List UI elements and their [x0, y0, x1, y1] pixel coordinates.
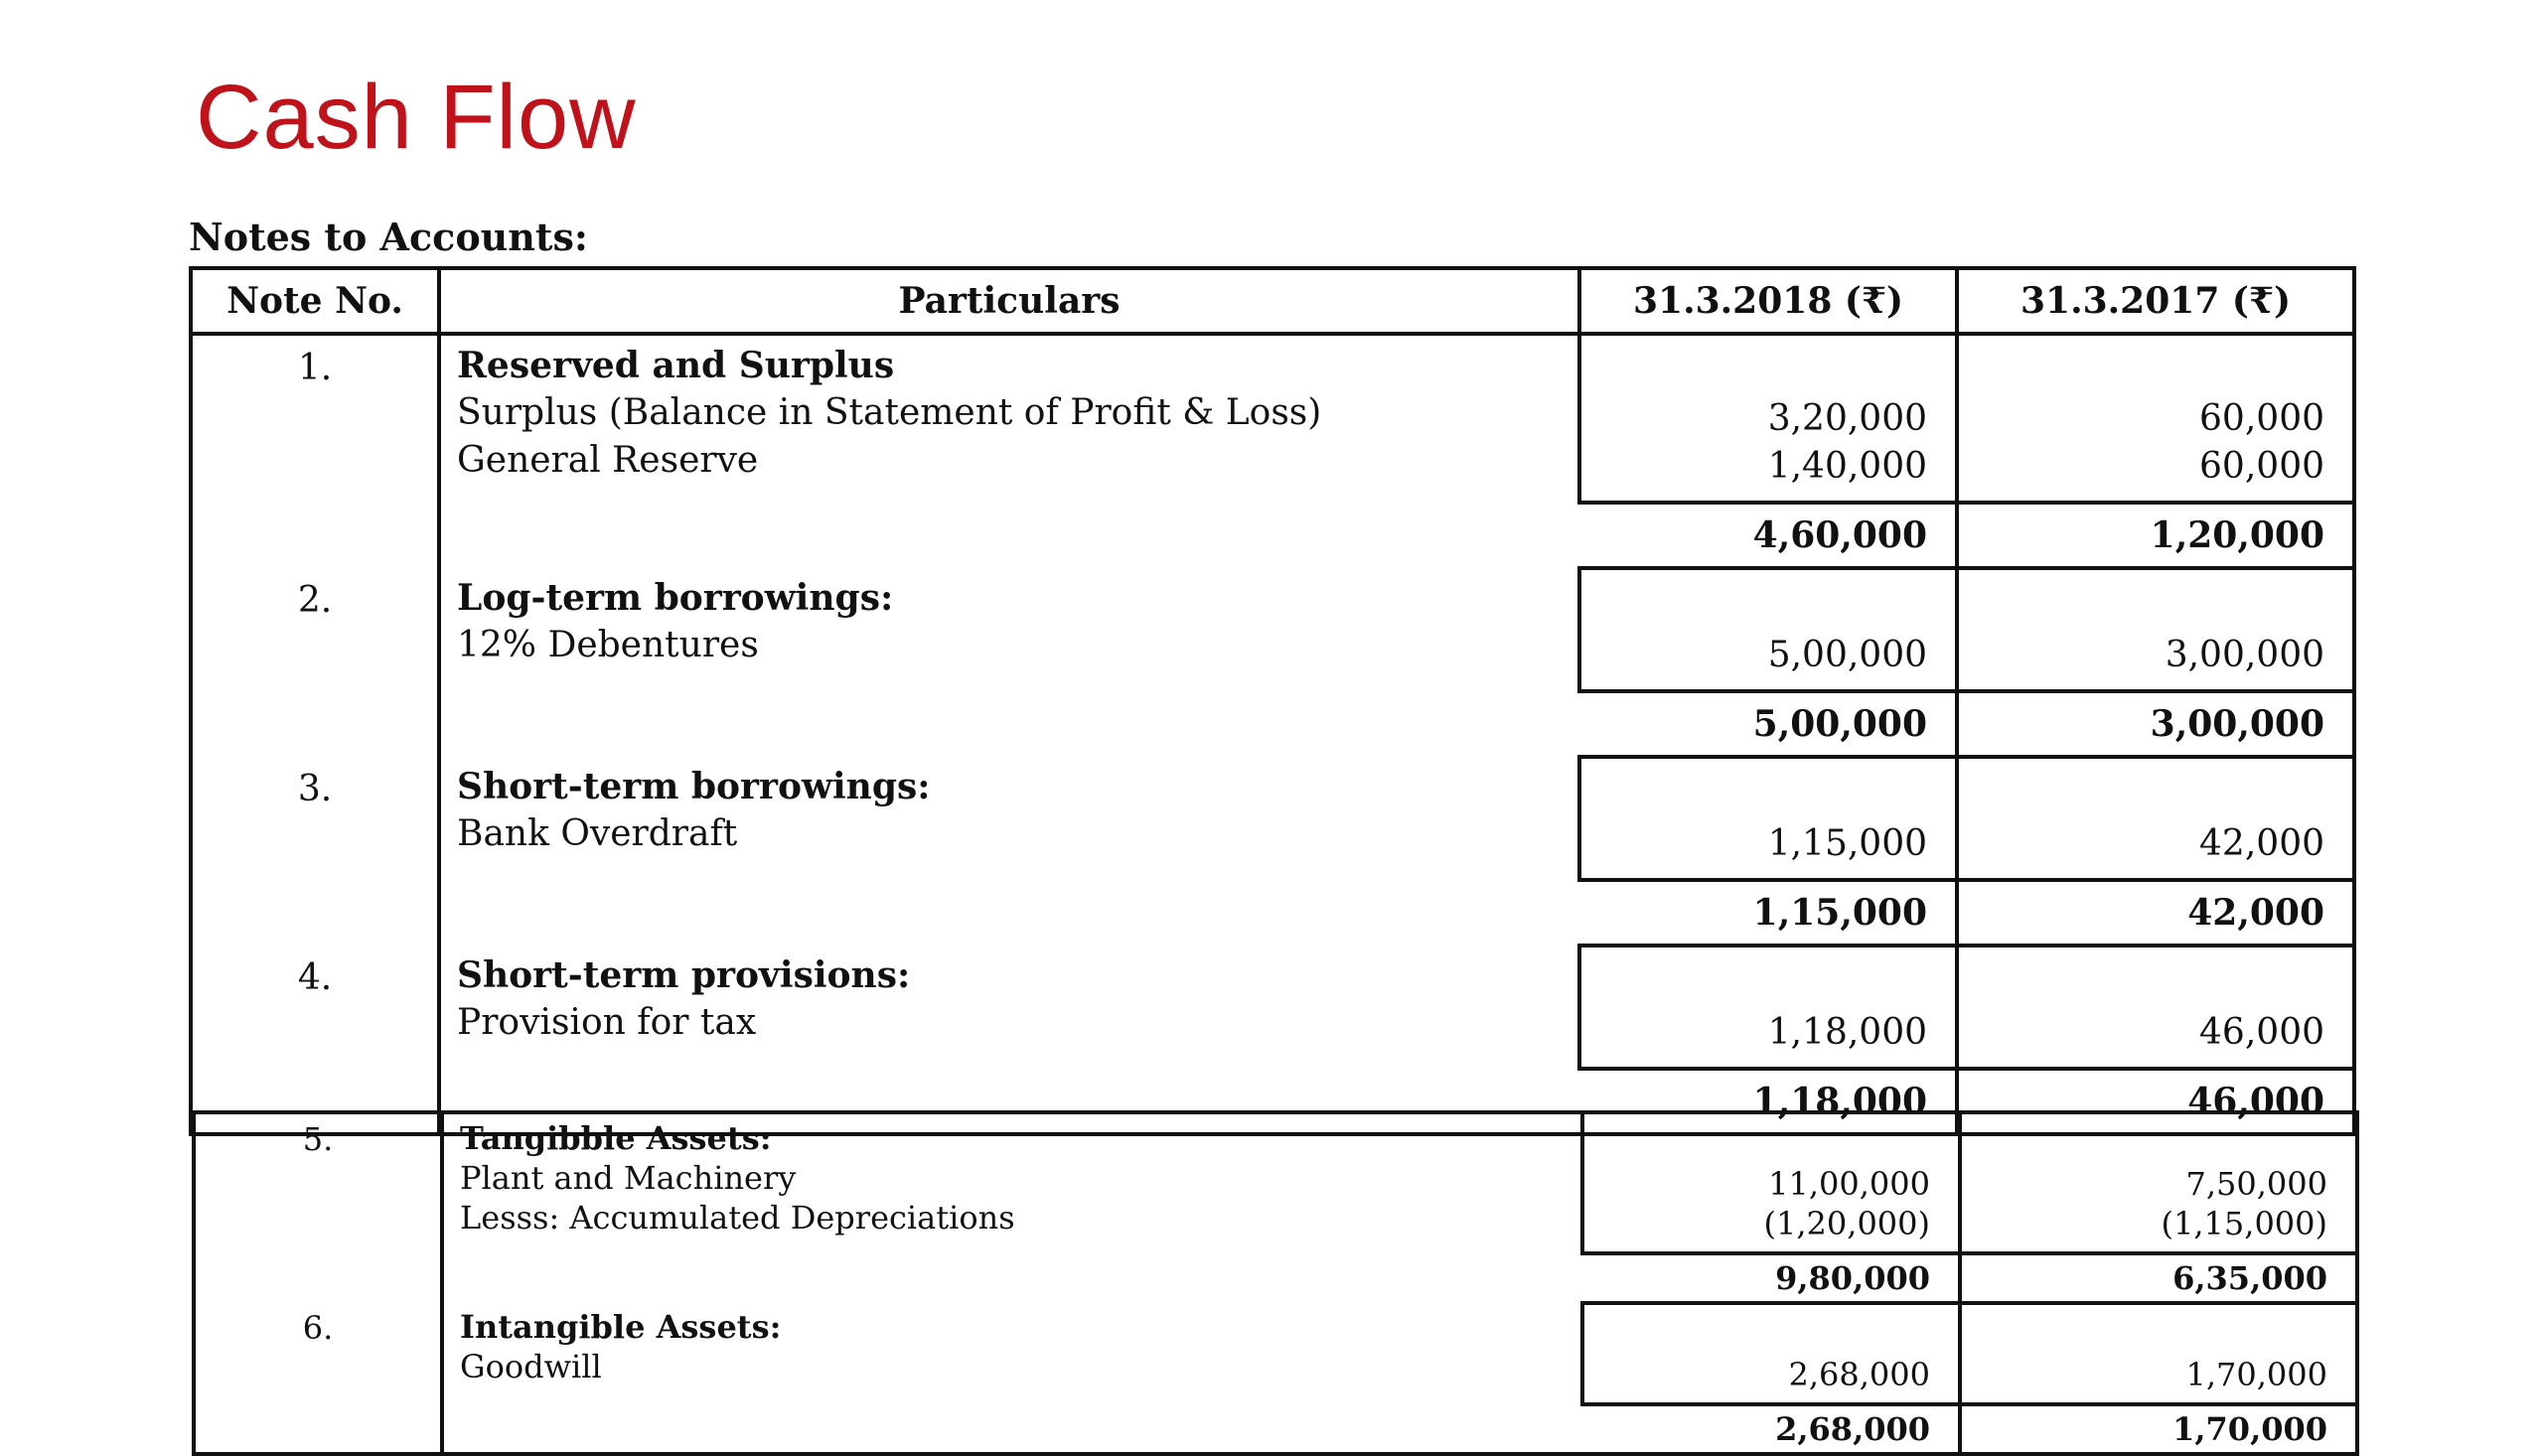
note-number: 4. [297, 957, 333, 998]
slide-title: Cash Flow [196, 67, 637, 168]
note-number: 3. [297, 769, 333, 809]
note-item: General Reserve [457, 440, 759, 481]
notes-table-liabilities [189, 266, 2356, 1136]
total-2018: 1,15,000 [1579, 880, 1957, 946]
value-2018: 3,20,000 [1767, 398, 1927, 439]
note-item: Plant and Machinery [460, 1159, 797, 1197]
value-2018: 1,15,000 [1579, 757, 1957, 880]
values-2018 [1579, 334, 1957, 503]
value-2017: 60,000 [2199, 446, 2324, 487]
note-item: Goodwill [460, 1348, 602, 1385]
notes-heading: Notes to Accounts: [189, 215, 588, 259]
note-heading: Tangibble Assets: [460, 1119, 772, 1157]
total-2017: 46,000 [1957, 1069, 2354, 1134]
note-item: 12% Debentures [457, 625, 759, 665]
value-2018: 1,40,000 [1767, 446, 1927, 487]
header-note-no: Note No. [191, 268, 439, 334]
total-2018: 1,18,000 [1579, 1069, 1957, 1134]
total-2018: 9,80,000 [1582, 1253, 1960, 1303]
note-item: Provision for tax [457, 1002, 757, 1043]
values-2017 [1960, 1112, 2357, 1253]
total-2018: 2,68,000 [1582, 1404, 1960, 1454]
note-particulars [439, 568, 1579, 757]
total-2017: 1,20,000 [1957, 503, 2354, 568]
value-2017: 42,000 [1957, 757, 2354, 880]
note-heading: Log-term borrowings: [457, 577, 894, 619]
note-number: 2. [297, 580, 333, 621]
table-row [191, 568, 2354, 691]
value-2017: (1,15,000) [2161, 1205, 2327, 1242]
values-2018 [1582, 1112, 1960, 1253]
table-row [191, 334, 2354, 503]
note-particulars [439, 334, 1579, 568]
header-2017: 31.3.2017 (₹) [1957, 268, 2354, 334]
note-heading: Intangible Assets: [460, 1308, 782, 1346]
total-2017: 42,000 [1957, 880, 2354, 946]
total-2018: 5,00,000 [1579, 691, 1957, 757]
table-header-row [191, 268, 2354, 334]
value-2018: 1,18,000 [1579, 946, 1957, 1069]
total-2017: 6,35,000 [1960, 1253, 2357, 1303]
note-heading: Reserved and Surplus [457, 345, 895, 386]
table-row [194, 1303, 2357, 1404]
note-particulars [442, 1303, 1582, 1454]
value-2017: 7,50,000 [2185, 1165, 2327, 1203]
value-2017: 46,000 [1957, 946, 2354, 1069]
note-particulars [442, 1112, 1582, 1303]
header-2018: 31.3.2018 (₹) [1579, 268, 1957, 334]
note-number: 5. [302, 1120, 334, 1158]
value-2017: 1,70,000 [1960, 1303, 2357, 1404]
note-number: 6. [302, 1309, 334, 1347]
note-item: Bank Overdraft [457, 813, 738, 854]
value-2018: 5,00,000 [1579, 568, 1957, 691]
value-2018: 11,00,000 [1768, 1165, 1930, 1203]
table-row [191, 946, 2354, 1069]
total-2017: 3,00,000 [1957, 691, 2354, 757]
header-particulars: Particulars [439, 268, 1579, 334]
note-particulars [439, 946, 1579, 1134]
notes-table-assets [192, 1110, 2359, 1456]
note-particulars [439, 757, 1579, 946]
note-heading: Short-term provisions: [457, 954, 911, 996]
value-2017: 3,00,000 [1957, 568, 2354, 691]
note-item: Surplus (Balance in Statement of Profit & Loss) [457, 392, 1322, 433]
note-heading: Short-term borrowings: [457, 766, 931, 807]
total-2017: 1,70,000 [1960, 1404, 2357, 1454]
note-number: 1. [297, 348, 333, 388]
note-item: Lesss: Accumulated Depreciations [460, 1199, 1015, 1237]
table-row [194, 1112, 2357, 1253]
value-2018: 2,68,000 [1582, 1303, 1960, 1404]
table-row [191, 757, 2354, 880]
total-2018: 4,60,000 [1579, 503, 1957, 568]
values-2017 [1957, 334, 2354, 503]
value-2018: (1,20,000) [1763, 1205, 1930, 1242]
value-2017: 60,000 [2199, 398, 2324, 439]
